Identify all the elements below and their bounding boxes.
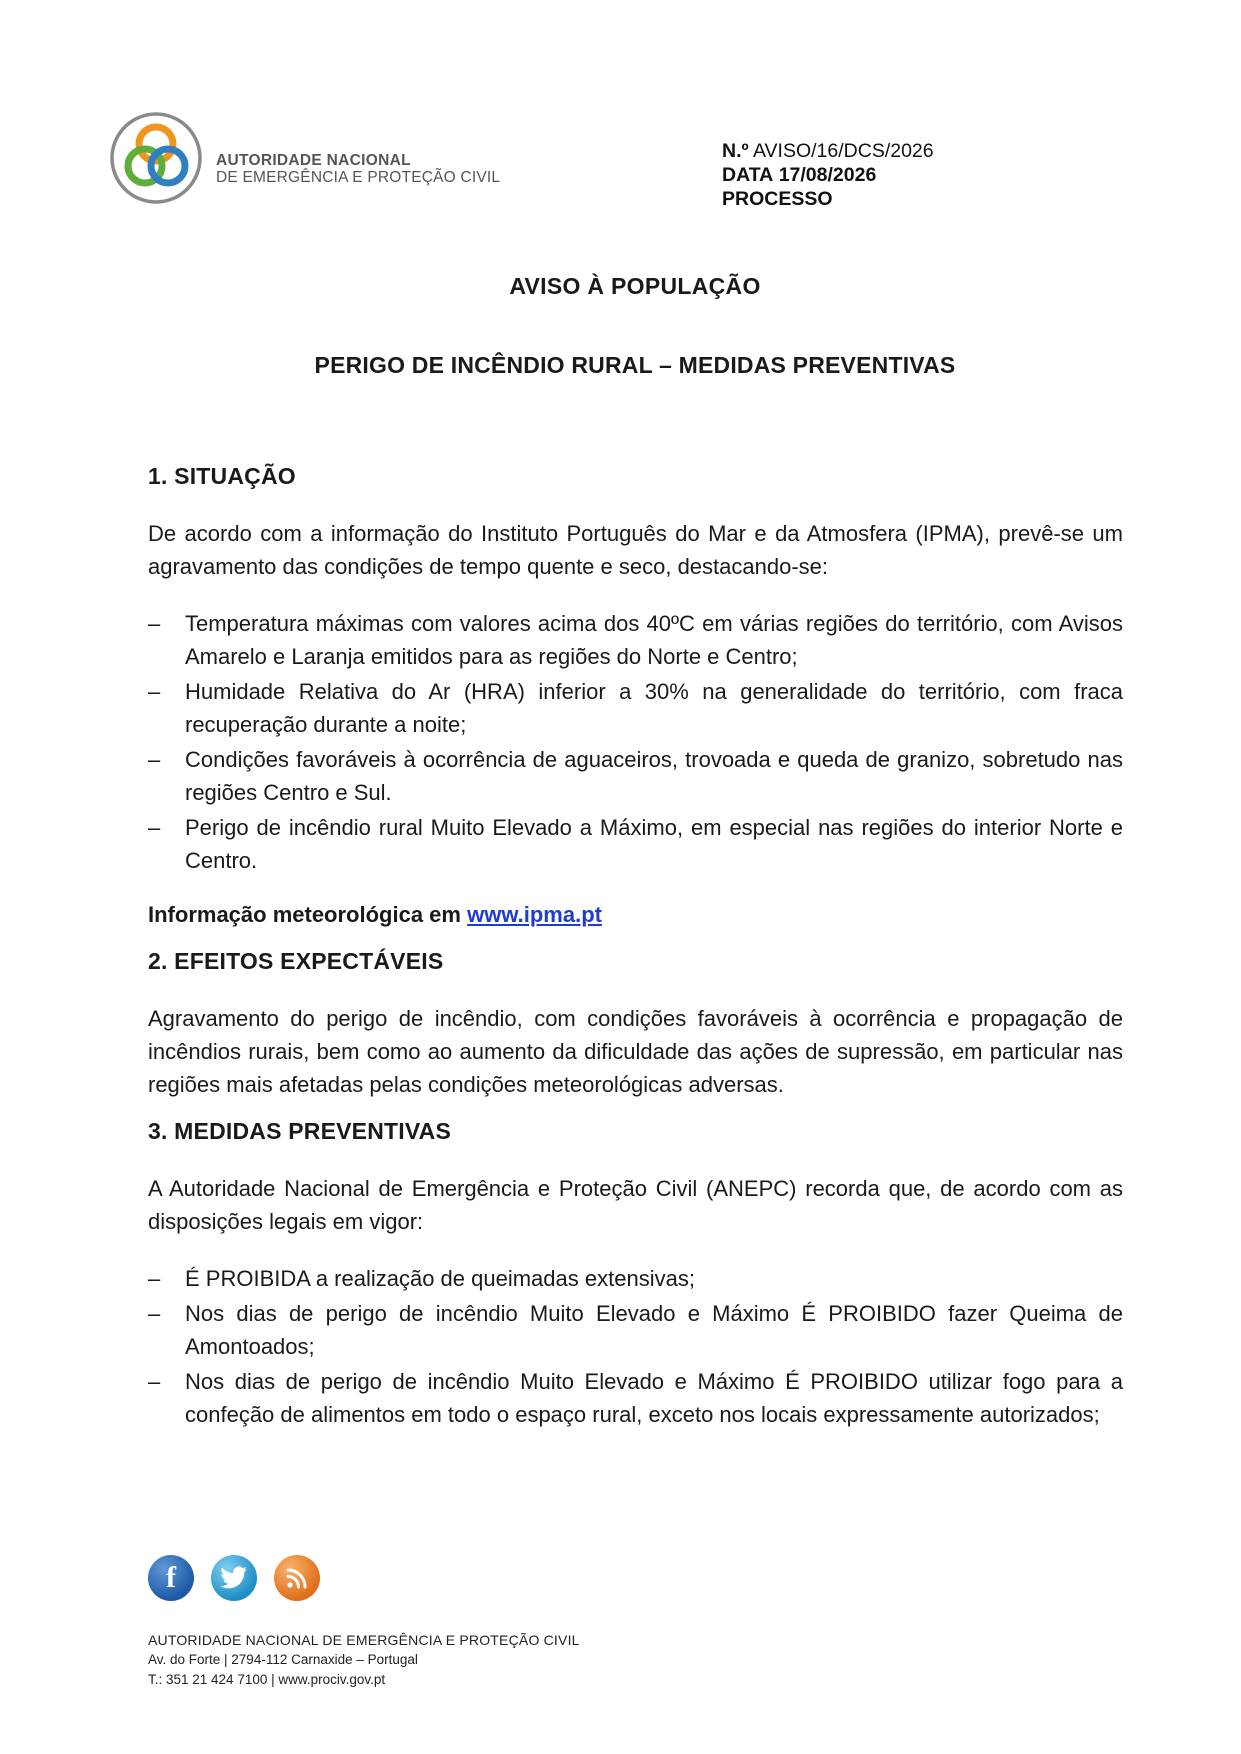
list-item: – Condições favoráveis à ocorrência de aguaceiros, trovoada e queda de granizo, sobretudo nas regiões Centro e Sul. (148, 743, 1123, 809)
list-item: – Nos dias de perigo de incêndio Muito Elevado e Máximo É PROIBIDO utilizar fogo para a confeção de alimentos em todo o espaço rural, exceto nos locais expressamente autorizados; (148, 1365, 1123, 1431)
facebook-icon[interactable]: f (148, 1555, 194, 1601)
document-process: PROCESSO (722, 188, 833, 210)
efeitos-body: Agravamento do perigo de incêndio, com condições favoráveis à ocorrência e propagação de incêndios rurais, bem como ao aumento da dificuldade das ações de supressão, em particular nas regiões mais afetadas pelas condições meteorológicas adversas. (148, 1006, 1123, 1097)
footer-org: AUTORIDADE NACIONAL DE EMERGÊNCIA E PROTEÇÃO CIVIL (148, 1632, 580, 1648)
dash-bullet: – (148, 747, 161, 772)
list-item: – É PROIBIDA a realização de queimadas extensivas; (148, 1262, 1123, 1295)
document-metadata (722, 139, 934, 211)
twitter-icon[interactable] (211, 1555, 257, 1601)
org-name-line1: AUTORIDADE NACIONAL (216, 152, 411, 169)
dash-bullet: – (148, 611, 161, 636)
medidas-list (148, 1262, 1123, 1431)
rss-icon[interactable] (274, 1555, 320, 1601)
dash-bullet: – (148, 815, 161, 840)
section-heading-situacao: 1. SITUAÇÃO (148, 463, 296, 489)
social-links (148, 1555, 320, 1601)
dash-bullet: – (148, 1266, 161, 1291)
footer-contacts: T.: 351 21 424 7100 | www.prociv.gov.pt (148, 1672, 386, 1687)
dash-bullet: – (148, 679, 161, 704)
footer-address: Av. do Forte | 2794-112 Carnaxide – Portugal (148, 1652, 418, 1667)
dash-bullet: – (148, 1369, 161, 1394)
section-heading-efeitos: 2. EFEITOS EXPECTÁVEIS (148, 948, 444, 974)
medidas-intro: A Autoridade Nacional de Emergência e Proteção Civil (ANEPC) recorda que, de acordo com as disposições legais em vigor: (148, 1176, 1123, 1234)
page-subtitle: PERIGO DE INCÊNDIO RURAL – MEDIDAS PREVENTIVAS (314, 352, 956, 378)
list-item: – Temperatura máximas com valores acima dos 40ºC em várias regiões do território, com Avisos Amarelo e Laranja emitidos para as regiões do Norte e Centro; (148, 607, 1123, 673)
document-body (148, 460, 1123, 1433)
meteo-info-line: Informação meteorológica em www.ipma.pt (148, 902, 602, 927)
document-date: DATA 17/08/2026 (722, 164, 877, 186)
section-heading-medidas: 3. MEDIDAS PREVENTIVAS (148, 1118, 452, 1144)
anepc-logo-icon (108, 110, 204, 206)
situacao-list (148, 607, 1123, 877)
list-item: – Perigo de incêndio rural Muito Elevado a Máximo, em especial nas regiões do interior Norte e Centro. (148, 811, 1123, 877)
ipma-link[interactable]: www.ipma.pt (467, 902, 602, 927)
org-name-line2: DE EMERGÊNCIA E PROTEÇÃO CIVIL (216, 169, 501, 186)
situacao-intro: De acordo com a informação do Instituto Português do Mar e da Atmosfera (IPMA), prevê-se um agravamento das condições de tempo quente e seco, destacando-se: (148, 521, 1123, 579)
list-item: – Humidade Relativa do Ar (HRA) inferior a 30% na generalidade do território, com fraca recuperação durante a noite; (148, 675, 1123, 741)
dash-bullet: – (148, 1301, 161, 1326)
document-number: N.º AVISO/16/DCS/2026 (722, 140, 934, 162)
footer (148, 1630, 580, 1690)
list-item: – Nos dias de perigo de incêndio Muito Elevado e Máximo É PROIBIDO fazer Queima de Amontoados; (148, 1297, 1123, 1363)
org-name (216, 152, 500, 186)
page-title: AVISO À POPULAÇÃO (509, 273, 761, 299)
